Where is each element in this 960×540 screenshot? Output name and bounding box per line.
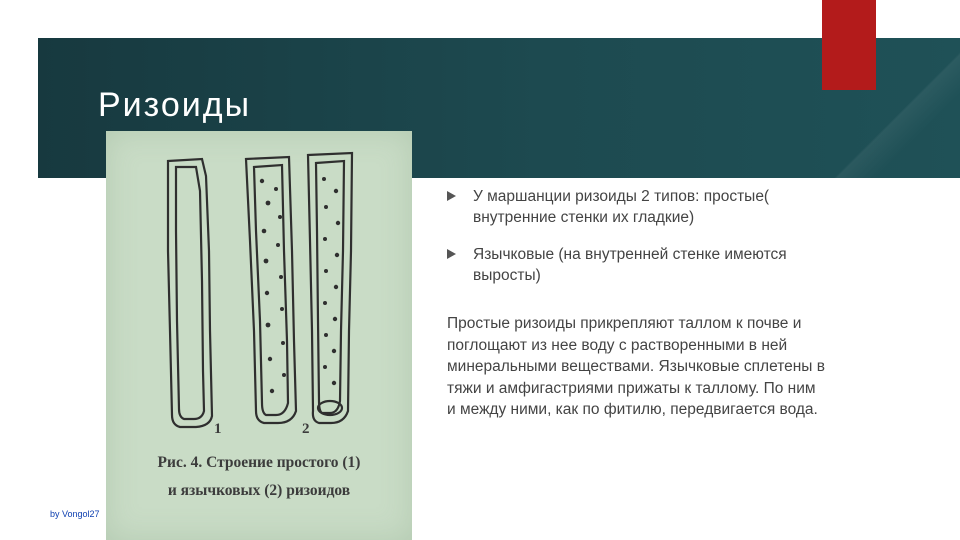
accent-tab: [822, 0, 876, 90]
bullet-item: [447, 244, 827, 286]
triangle-bullet-icon: [447, 249, 456, 259]
bullet-item: [447, 186, 827, 228]
figure-photo: [106, 131, 412, 540]
triangle-bullet-icon: [447, 191, 456, 201]
bullet-text: У маршанции ризоиды 2 типов: простые( внутренние стенки их гладкие): [473, 188, 770, 226]
bullet-list: [447, 186, 827, 302]
figure-label-1: 1: [214, 421, 222, 437]
figure-caption-line-1: Рис. 4. Строение простого (1): [157, 454, 361, 471]
figure-caption-line-2: и язычковых (2) ризоидов: [167, 482, 351, 499]
bullet-text: Язычковые (на внутренней стенке имеются выросты): [473, 246, 787, 284]
body-paragraph: Простые ризоиды прикрепляют таллом к почве и поглощают из нее воду с растворенными в ней минеральными веществами. Язычковые сплетены в тяжи и амфигастриями прижаты к таллому. По ним и между ними, как по фитилю, передвигается вода.: [447, 315, 825, 418]
slide-title: Ризоиды: [98, 86, 252, 124]
footer-credit: by Vongol27: [50, 509, 100, 519]
rhizoid-drawing: [106, 131, 412, 540]
figure-label-2: 2: [302, 421, 310, 437]
